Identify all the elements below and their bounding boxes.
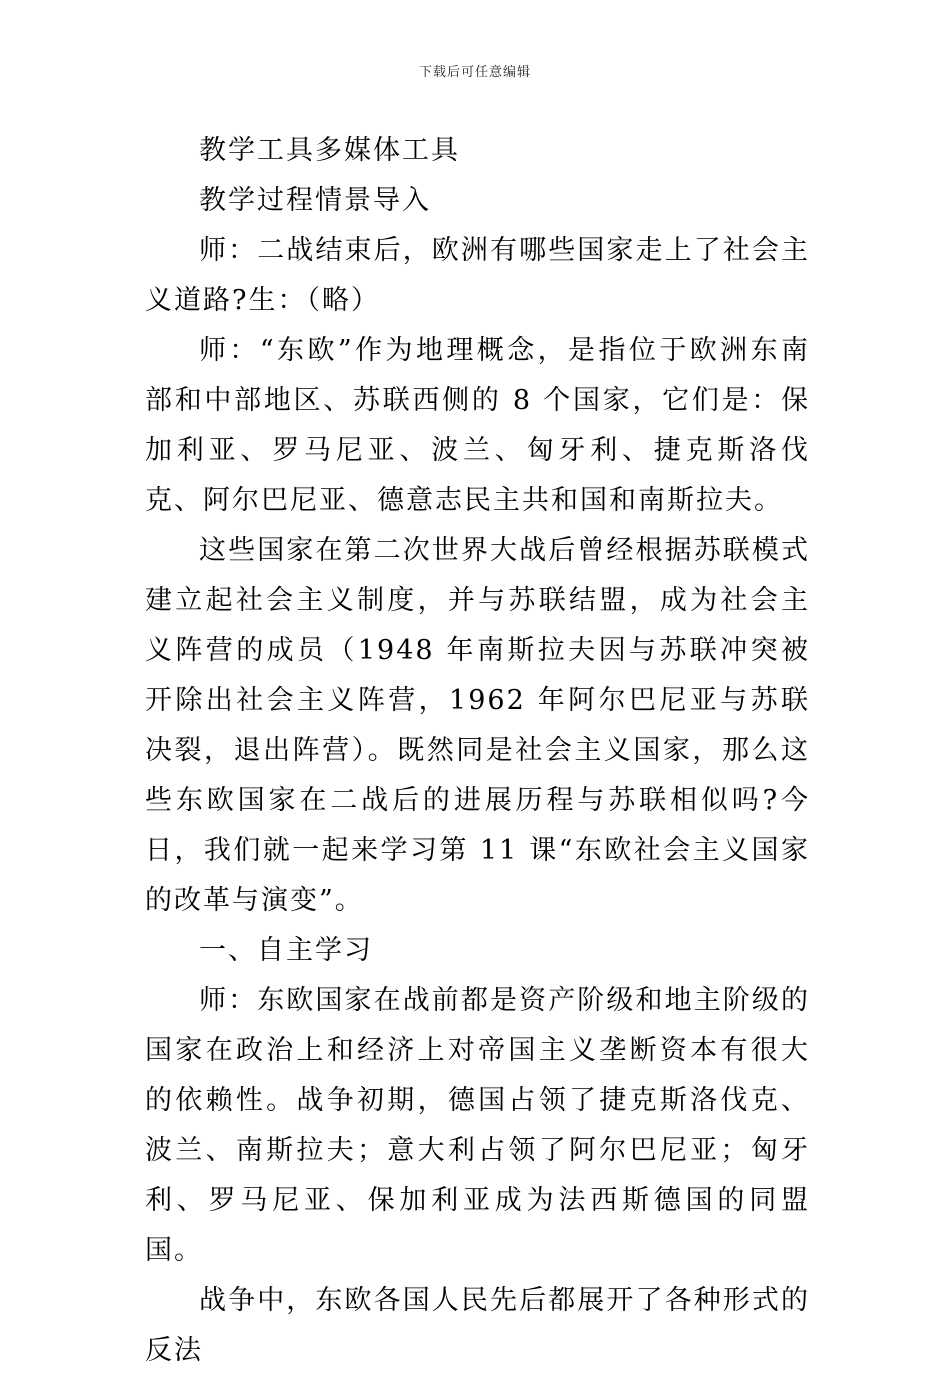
paragraph-teaching-process: 教学过程情景导入: [199, 185, 431, 216]
document-body: [145, 126, 810, 1376]
paragraph-socialist-system: 这些国家在第二次世界大战后曾经根据苏联模式建立起社会主义制度，并与苏联结盟，成为社会主义阵营的成员（1948 年南斯拉夫因与苏联冲突被开除出社会主义阵营，1962 年阿尔巴尼亚与苏联决裂，退出阵营）。既然同是社会主义国家，那么这些东欧国家在二战后的进展历程与苏联相似吗?今日，我们就一起来学习第 11 课“东欧社会主义国家的改革与演变”。: [145, 535, 810, 916]
paragraph-prewar-countries: 师：东欧国家在战前都是资产阶级和地主阶级的国家在政治上和经济上对帝国主义垄断资本有很大的依赖性。战争初期，德国占领了捷克斯洛伐克、波兰、南斯拉夫；意大利占领了阿尔巴尼亚；匈牙利、罗马尼亚、保加利亚成为法西斯德国的同盟国。: [145, 985, 810, 1266]
section-heading-self-study: 一、自主学习: [199, 935, 373, 966]
paragraph-east-europe-definition: 师：“东欧”作为地理概念，是指位于欧洲东南部和中部地区、苏联西侧的 8 个国家，它们是：保加利亚、罗马尼亚、波兰、匈牙利、捷克斯洛伐克、阿尔巴尼亚、德意志民主共和国和南斯拉夫。: [145, 335, 810, 516]
paragraph-wartime-resistance: 战争中，东欧各国人民先后都展开了各种形式的反法: [145, 1285, 810, 1366]
paragraph-teaching-tools: 教学工具多媒体工具: [199, 135, 460, 166]
page-header: 下载后可任意编辑: [418, 65, 531, 80]
paragraph-teacher-question: 师：二战结束后，欧洲有哪些国家走上了社会主义道路?生：（略）: [145, 235, 810, 316]
